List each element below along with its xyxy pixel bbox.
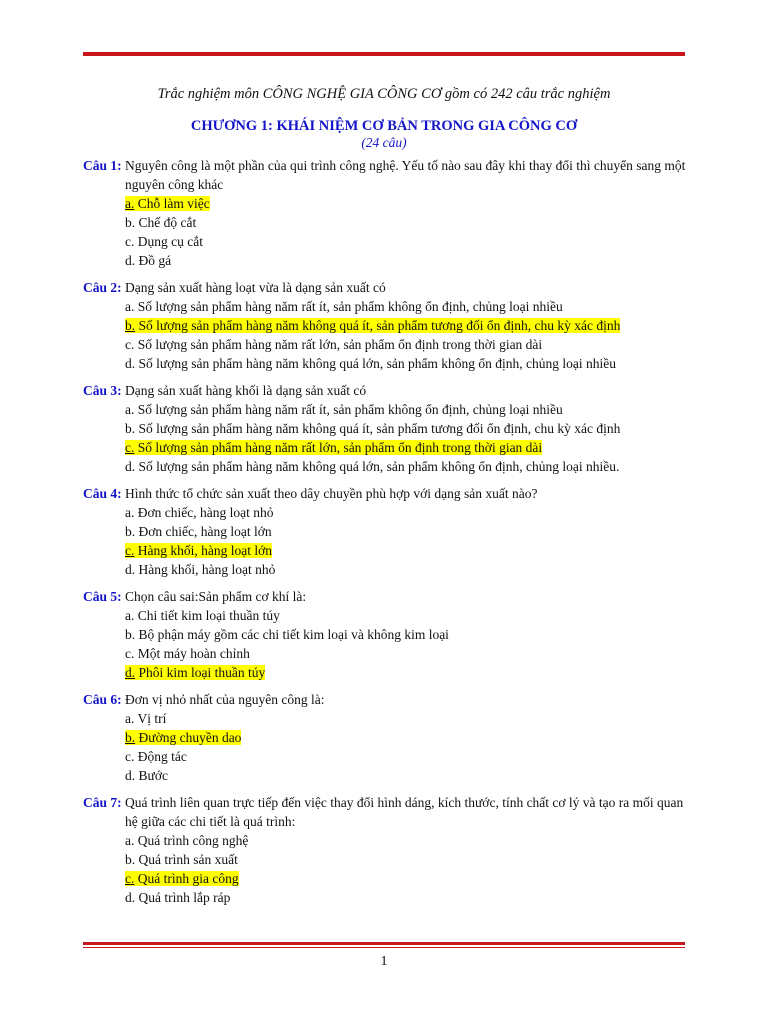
answer-option-text: Đơn chiếc, hàng loạt lớn — [138, 524, 272, 539]
answer-option-body — [125, 852, 238, 867]
question-item — [83, 484, 693, 579]
answer-option-body — [125, 234, 203, 249]
answer-option-text: Chỗ làm việc — [137, 196, 210, 211]
question-stem — [83, 587, 693, 606]
answer-option-body — [125, 524, 272, 539]
answer-option-body — [125, 440, 542, 455]
chapter-question-count: (24 câu) — [361, 135, 407, 150]
answer-option-body — [125, 749, 187, 764]
answer-option-correct — [125, 869, 693, 888]
answer-option-text: Số lượng sản phẩm hàng năm rất lớn, sản phẩm ổn định trong thời gian dài — [137, 440, 543, 455]
answer-option — [125, 560, 693, 579]
question-text: Quá trình liên quan trực tiếp đến việc thay đổi hình dáng, kích thước, tính chất cơ lý và tạo ra mối quan hệ giữa các chi tiết là quá trình: — [125, 795, 684, 829]
answer-option-body — [125, 711, 166, 726]
document-subject-line: Trắc nghiệm môn CÔNG NGHỆ GIA CÔNG CƠ gồm có 242 câu trắc nghiệm — [157, 86, 611, 102]
question-stem — [83, 484, 693, 503]
answer-option — [125, 606, 693, 625]
answer-option-letter: d. — [125, 768, 136, 783]
answer-option-correct — [125, 728, 693, 747]
answer-options — [83, 709, 693, 785]
answer-option-letter: c. — [125, 543, 135, 558]
answer-option-body — [125, 196, 210, 211]
answer-option — [125, 354, 693, 373]
answer-option-body — [125, 627, 449, 642]
answer-option-body — [125, 337, 542, 352]
answer-options — [83, 606, 693, 682]
answer-option-text: Chi tiết kim loại thuần túy — [137, 608, 280, 623]
answer-option-letter: a. — [125, 299, 135, 314]
answer-option — [125, 625, 693, 644]
answer-option-text: Số lượng sản phẩm hàng năm rất lớn, sản phẩm ổn định trong thời gian dài — [137, 337, 543, 352]
answer-option — [125, 831, 693, 850]
question-stem — [83, 381, 693, 400]
answer-option-correct — [125, 194, 693, 213]
answer-option-letter: d. — [125, 356, 136, 371]
question-text: Dạng sản xuất hàng khối là dạng sản xuất có — [125, 383, 367, 398]
answer-option-text: Vị trí — [137, 711, 167, 726]
answer-option-text: Số lượng sản phẩm hàng năm không quá ít, sản phẩm tương đối ổn định, chu kỳ xác định — [138, 421, 621, 436]
answer-option-letter: c. — [125, 749, 135, 764]
answer-option-letter: c. — [125, 871, 135, 886]
answer-option-body — [125, 421, 620, 436]
answer-option-letter: d. — [125, 253, 136, 268]
answer-option-letter: b. — [125, 421, 136, 436]
question-item — [83, 278, 693, 373]
question-text: Hình thức tổ chức sản xuất theo dây chuyền phù hợp với dạng sản xuất nào? — [125, 486, 538, 501]
answer-option — [125, 644, 693, 663]
answer-option-body — [125, 299, 563, 314]
answer-option-letter: b. — [125, 627, 136, 642]
answer-options — [83, 503, 693, 579]
question-number: Câu 7: — [83, 795, 122, 810]
answer-option-body — [125, 543, 272, 558]
answer-option — [125, 503, 693, 522]
answer-options — [83, 831, 693, 907]
question-number: Câu 6: — [83, 692, 122, 707]
answer-option-body — [125, 768, 168, 783]
question-stem — [83, 793, 693, 831]
answer-option-text: Đồ gá — [138, 253, 172, 268]
answer-option-body — [125, 646, 250, 661]
answer-option — [125, 766, 693, 785]
answer-option — [125, 709, 693, 728]
question-text: Dạng sản xuất hàng loạt vừa là dạng sản xuất có — [125, 280, 386, 295]
answer-option-letter: d. — [125, 890, 136, 905]
answer-option-text: Đường chuyền dao — [138, 730, 242, 745]
answer-option-letter: a. — [125, 196, 135, 211]
answer-option-body — [125, 215, 196, 230]
answer-option-text: Quá trình công nghệ — [137, 833, 249, 848]
footer-rule — [83, 942, 685, 948]
answer-option-body — [125, 562, 275, 577]
question-stem — [83, 156, 693, 194]
answer-options — [83, 194, 693, 270]
question-number: Câu 1: — [83, 158, 122, 173]
answer-option-text: Hàng khối, hàng loạt nhỏ — [138, 562, 276, 577]
answer-option — [125, 400, 693, 419]
question-item — [83, 690, 693, 785]
answer-option — [125, 888, 693, 907]
answer-option-letter: c. — [125, 337, 135, 352]
answer-option — [125, 213, 693, 232]
answer-option-text: Chế độ cắt — [138, 215, 197, 230]
answer-option-body — [125, 402, 563, 417]
answer-option-body — [125, 833, 248, 848]
answer-option-body — [125, 459, 619, 474]
answer-option-text: Số lượng sản phẩm hàng năm không quá ít, sản phẩm tương đối ổn định, chu kỳ xác định — [138, 318, 621, 333]
answer-option-letter: b. — [125, 852, 136, 867]
question-item — [83, 587, 693, 682]
answer-option — [125, 522, 693, 541]
answer-option-letter: d. — [125, 665, 136, 680]
answer-option-text: Bước — [138, 768, 168, 783]
page-number: 1 — [380, 954, 388, 969]
answer-option — [125, 335, 693, 354]
answer-option-correct — [125, 438, 693, 457]
question-text: Đơn vị nhỏ nhất của nguyên công là: — [125, 692, 325, 707]
answer-option-letter: b. — [125, 318, 136, 333]
answer-option-correct — [125, 316, 693, 335]
answer-option-letter: a. — [125, 505, 135, 520]
answer-option-body — [125, 665, 265, 680]
answer-option-letter: a. — [125, 833, 135, 848]
answer-option-body — [125, 505, 273, 520]
answer-option-body — [125, 730, 241, 745]
answer-option — [125, 251, 693, 270]
answer-option — [125, 850, 693, 869]
answer-option — [125, 297, 693, 316]
answer-option-letter: c. — [125, 440, 135, 455]
question-number: Câu 2: — [83, 280, 122, 295]
answer-option-correct — [125, 663, 693, 682]
chapter-title: CHƯƠNG 1: KHÁI NIỆM CƠ BẢN TRONG GIA CÔNG CƠ — [190, 118, 578, 134]
answer-option-letter: d. — [125, 562, 136, 577]
answer-option-text: Một máy hoàn chỉnh — [137, 646, 250, 661]
answer-option-text: Đơn chiếc, hàng loạt nhỏ — [137, 505, 274, 520]
question-number: Câu 4: — [83, 486, 122, 501]
header-rule — [83, 52, 685, 56]
question-item — [83, 381, 693, 476]
answer-option-text: Số lượng sản phẩm hàng năm không quá lớn, sản phẩm không ổn định, chủng loại nhiều — [138, 356, 617, 371]
answer-option-text: Số lượng sản phẩm hàng năm không quá lớn, sản phẩm không ổn định, chủng loại nhiều. — [138, 459, 620, 474]
question-stem — [83, 278, 693, 297]
question-item — [83, 793, 693, 907]
answer-option-correct — [125, 541, 693, 560]
answer-option-text: Quá trình lắp ráp — [138, 890, 231, 905]
answer-option-letter: b. — [125, 524, 136, 539]
answer-option-text: Quá trình sản xuất — [138, 852, 238, 867]
answer-option-letter: c. — [125, 234, 135, 249]
answer-option — [125, 419, 693, 438]
answer-option-letter: c. — [125, 646, 135, 661]
question-stem — [83, 690, 693, 709]
answer-options — [83, 297, 693, 373]
answer-option-text: Động tác — [137, 749, 187, 764]
answer-option-text: Phôi kim loại thuần túy — [138, 665, 266, 680]
answer-option-text: Dụng cụ cắt — [137, 234, 203, 249]
answer-option-body — [125, 318, 620, 333]
answer-option-text: Số lượng sản phẩm hàng năm rất ít, sản phẩm không ổn định, chủng loại nhiều — [137, 402, 563, 417]
question-number: Câu 3: — [83, 383, 122, 398]
answer-option-letter: b. — [125, 215, 136, 230]
question-list — [83, 156, 693, 915]
answer-option — [125, 457, 693, 476]
answer-option-text: Số lượng sản phẩm hàng năm rất ít, sản phẩm không ổn định, chủng loại nhiều — [137, 299, 563, 314]
answer-option — [125, 747, 693, 766]
question-text: Chọn câu sai:Sản phẩm cơ khí là: — [125, 589, 307, 604]
answer-option-body — [125, 890, 230, 905]
answer-option-text: Quá trình gia công — [137, 871, 239, 886]
answer-option-body — [125, 871, 239, 886]
answer-option-letter: b. — [125, 730, 136, 745]
answer-option-body — [125, 356, 616, 371]
answer-option-body — [125, 608, 280, 623]
answer-option — [125, 232, 693, 251]
answer-option-letter: a. — [125, 608, 135, 623]
answer-option-body — [125, 253, 171, 268]
answer-option-text: Bộ phận máy gồm các chi tiết kim loại và không kim loại — [138, 627, 449, 642]
question-item — [83, 156, 693, 270]
answer-option-text: Hàng khối, hàng loạt lớn — [137, 543, 272, 558]
answer-option-letter: d. — [125, 459, 136, 474]
answer-options — [83, 400, 693, 476]
answer-option-letter: a. — [125, 402, 135, 417]
question-text: Nguyên công là một phần của qui trình công nghệ. Yếu tố nào sau đây khi thay đổi thì chuyển sang một nguyên công khác — [125, 158, 686, 192]
answer-option-letter: a. — [125, 711, 135, 726]
question-number: Câu 5: — [83, 589, 122, 604]
